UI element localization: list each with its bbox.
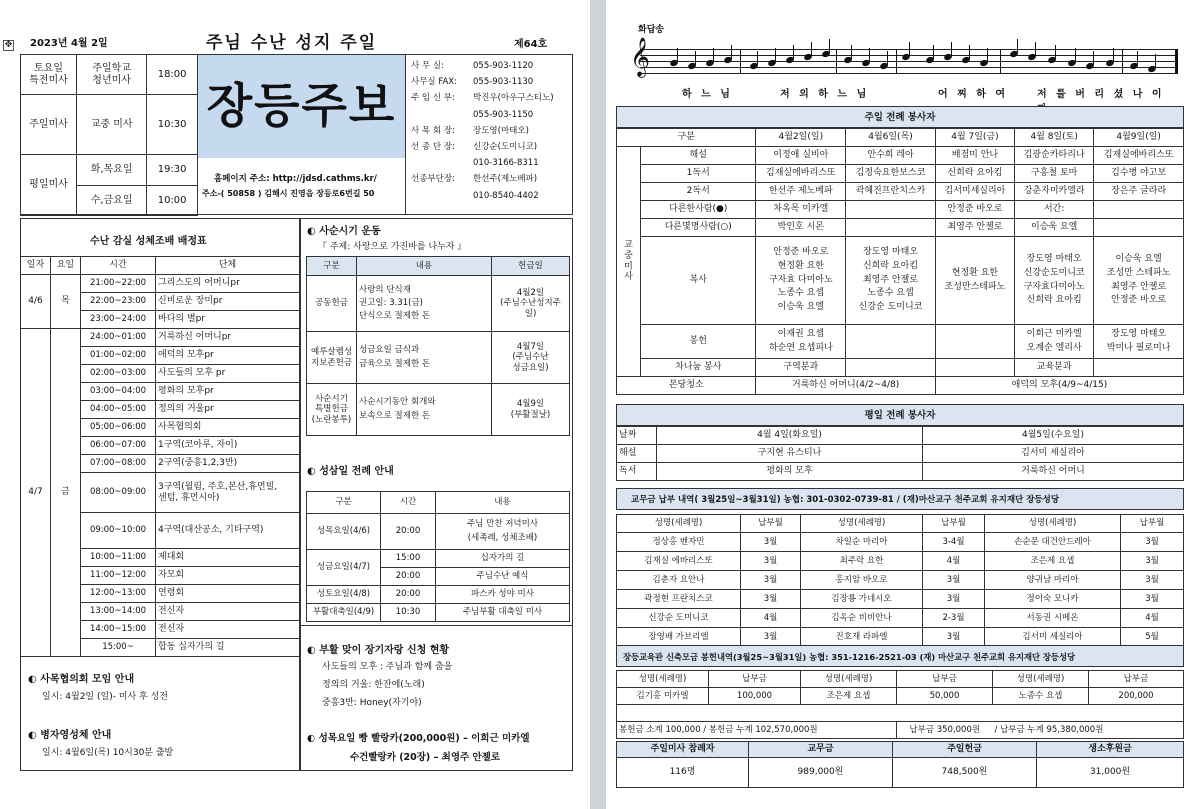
contact-line: 010-3166-8311	[473, 158, 539, 169]
note-stem	[1155, 54, 1156, 68]
homepage[interactable]: 홈페이지 주소: http://jdsd.cathms.kr/	[214, 174, 377, 184]
note-stem	[757, 51, 758, 65]
mass-name: 토요일 특전미사	[21, 55, 77, 95]
bar-line	[896, 49, 897, 74]
mass-schedule	[20, 54, 198, 216]
dues-table: 성명(세례명) 납부월 성명(세례명) 납부월 성명(세례명) 납부월 정상홍 벤자민 3월 차일순 마리아 3-4월 손순문 대건안드레아 3월 김재실 에바리스또 3월 최주락 요한 4월 조은제 요셉 3월 김춘자 요안나 3월 홍지암 바오로 3월 양귀남 마리아 3월 곽정현 프란치스코 3월 김장룡 가네시오 3월 정이숙 모니카 3월 신강순 도미니코 4월 김옥순 비비안나 2-3월 서동권 시메온 4월 장영배 가브리엘 3월 진호재 라파엘 3월 김서미 세실리아 5월	[616, 514, 1184, 647]
treble-clef-icon: 𝄞	[630, 37, 651, 77]
bulletin-title: 주님 수난 성지 주일	[206, 33, 378, 53]
bulletin-page-left	[0, 0, 590, 809]
mass-sub: 수,금요일	[77, 186, 147, 216]
bullet-icon: ◐	[307, 226, 320, 237]
bullet-icon: ◐	[307, 466, 320, 477]
note-stem	[987, 48, 988, 62]
mass-time: 19:30	[147, 155, 198, 186]
meeting-text: 일시: 4월2일 (일)- 미사 후 성전	[42, 692, 168, 702]
mass-sub: 화,목요일	[77, 155, 147, 186]
adoration-title: 수난 감실 성체조배 배정표	[90, 236, 207, 247]
note-stem	[951, 42, 952, 56]
adoration-table: 일자 요일 시간 단체 4/6 목 21:00~22:00 그리스도의 어머니pr 22:00~23:00 신비로운 장미pr 23:00~24:00 바다의 별pr 4/7 금 24:00~01:00 거룩하신 어머니pr 01:00~02:00 애덕의 모후pr 02:00~03:00 사도들의 모후 pr 03:00~04:00 평화의 모후pr 04:00~05:00 정의의 거울pr 05:00~06:00 사목협의회 06:00~07:00 1구역(코아루, 자이) 07:00~08:00 2구역(중흥1,2,3반) 08:00~09:00 3구역(월림, 주호,본산,휴먼빌, 센텀, 휴먼시아) 09:00~10:00 4구역(대산공소, 기타구역) 10:00~11:00 제대회 11:00~12:00 자모회 12:00~13:00 연령회 13:00~14:00 전신자 14:00~15:00 전신자 15:00~ 합동 십자가의 길	[20, 256, 300, 657]
bullet-icon: ◐	[307, 645, 320, 656]
building-fund-table: 성명(세례명) 납부금 성명(세례명) 납부금 성명(세례명) 납부금 김기홍 미카엘 100,000 조은제 요셉 50,000 노종수 요셉 200,000 봉헌금 소계 100,000 / 봉헌금 누계 102,570,000원 납부금 350,000원 / 납부금 누계 95,380,000원	[616, 670, 1184, 739]
note-stem	[933, 45, 934, 59]
note-stem	[1017, 39, 1018, 53]
issue-number: 제64호	[514, 39, 548, 50]
lent-table: 구분 내용 헌금일 공동헌금 사랑의 단식재 권고일: 3.31(금) 단식으로 절제한 돈 4월2일 (주님수난성지주 일) 예루살렘성 지보존헌금 성금요일 금식과 금육으로 절제한 돈 4월7일 (주님수난 성금요일) 사순시기 특별헌금 (노란봉투) 사순시기동안 회개와 보속으로 절제한 돈 4월9일 (부활절날)	[306, 256, 570, 436]
sunday-servers-table: 구분 4월2일(일) 4월6일(목) 4월 7일(금) 4월 8일(토) 4월9일(일) 교 중 미 사 해설 이정애 실비아 안수희 레아 배점미 안나 김광순카타리나 김재실에바리스또 1독서 김재실에바리스또 김정숙요한보스코 신희락 요아킴 구흥철 토마 김수병 야고보 2독서 한선주 제노베파 곽혜진프란치스카 김서미세실리아 강춘자미카엘라 장은주 글라라 다른한사람(●) 차옥목 미카엘 안정준 바오로 서간: 다른몇명사람(○) 박인호 시몬 최영주 안젤로 이승욱 요엘 복사 안정준 바오로 현정환 요한 구자효 다미아노 노종수 요셉 이승욱 요엘 장도영 마태오 신희락 요아킴 최영주 안젤로 노종수 요셉 신강순 도미니코 현정환 요한 조성만스테파노 장도영 마태오 신강순도미니코 구자효다미아노 신희락 요아킴 이승욱 요엘 조성만 스테파노 최영주 안젤로 안정준 바오로 봉헌 이재권 요셉 하순연 요셉피나 이희근 미카엘 오계순 엘리사 장도영 마태오 박미나 필로미나 차나눔 봉사 구역분과 교육분과 본당청소 거룩하신 어머니(4/2~4/8) 애덕의 모후(4/9~4/15)	[616, 128, 1184, 395]
mass-sub: 교중 미사	[77, 95, 147, 155]
contact-line: 주 임 신 부: 박진우(아우구스티노)	[411, 93, 554, 104]
towel-offering: 수건빨랑카 (20장) – 최영주 안젤로	[350, 752, 501, 763]
note-stem	[731, 45, 732, 59]
psalm-label: 화답송	[638, 25, 665, 35]
contact-line: 선종부단장: 한선주(제노베파)	[411, 174, 538, 185]
sick-title: ◐ 병자영성체 안내	[28, 730, 112, 741]
note-stem	[793, 45, 794, 59]
lent-title: ◐ 사순시기 운동	[307, 226, 381, 237]
note-stem	[1035, 42, 1036, 56]
note-stem	[969, 45, 970, 59]
lent-theme: 『 주제: 사랑으로 가진바를 나누자 』	[318, 242, 467, 252]
bar-line	[1000, 49, 1001, 74]
mass-time: 18:00	[147, 55, 198, 95]
note-stem	[1137, 51, 1138, 65]
move-handle-icon[interactable]: ✥	[4, 40, 13, 50]
note-stem	[909, 42, 910, 56]
dues-title: 교무금 납부 내역( 3월25일~3월31일) 농협: 301-0302-0739-81 / (재)마산교구 천주교회 유지재단 장등성당	[616, 488, 1184, 510]
weekday-servers-title: 평일 전례 봉사자	[616, 404, 1184, 426]
bread-offering: ◐ 성목요일 빵 빨랑카(200,000원) – 이희근 미카엘	[307, 733, 530, 744]
triduum-title: ◐ 성삼일 전례 안내	[307, 466, 394, 477]
mass-time: 10:30	[147, 95, 198, 155]
triduum-table: 구분 시간 내용 성목요일(4/6) 20:00 주님 만찬 저녁미사 (세족례, 성체조배) 성금요일(4/7) 15:00 십자가의 길 20:00 주님수난 예식 성토요일(4/8) 20:00 파스카 성야 미사 부활대축일(4/9) 10:30 주님부활 대축일 미사	[306, 491, 570, 622]
bullet-icon: ◐	[28, 730, 41, 741]
note-stem	[887, 51, 888, 65]
contact-line: 선 종 단 장: 신강순(도미니코)	[411, 142, 538, 153]
divider	[300, 625, 573, 626]
mass-name: 평일미사	[21, 155, 77, 216]
bulletin-logo: 장등주보	[206, 79, 397, 134]
end-bar	[1175, 49, 1178, 74]
bar-line	[1122, 49, 1123, 74]
note-stem	[695, 51, 696, 65]
note-stem	[811, 42, 812, 56]
mass-name: 주일미사	[21, 95, 77, 155]
contact-line: 사 무 실: 055-903-1120	[411, 61, 534, 71]
choir-list: 사도들의 모후 : 주님과 함께 춤을 정의의 거울: 한잔에(노래) 중흥3반: Honey(자기야)	[322, 662, 453, 708]
bar-line	[836, 49, 837, 74]
bullet-icon: ◐	[28, 674, 41, 685]
weekday-servers-table: 날짜 4월 4일(화요일) 4월5일(수요일) 해설 구지현 유스티나 김서미 세실리아 독서 평화의 모후 거룩하신 어머니	[616, 426, 1184, 481]
contact-line: 055-903-1150	[473, 109, 534, 120]
bar-line	[740, 49, 741, 74]
address: 주소-( 50858 ) 김해시 진영읍 장등로6번길 50	[202, 189, 375, 198]
note-stem	[1113, 48, 1114, 62]
music-staff	[630, 37, 1178, 77]
contact-line: 사 목 회 장: 장도영(마태오)	[411, 125, 529, 136]
bulletin-date: 2023년 4월 2일	[30, 38, 108, 49]
note-stem	[1093, 51, 1094, 65]
choir-title: ◐ 부활 맞이 장기자랑 신청 현황	[307, 645, 450, 656]
mass-sub: 주일학교 청년미사	[77, 55, 147, 95]
note-stem	[829, 39, 830, 53]
mass-time: 10:00	[147, 186, 198, 216]
note-stem	[677, 48, 678, 62]
contact-line: 010-8540-4402	[473, 190, 539, 201]
sick-text: 일시: 4월6일(목) 10시30분 출발	[42, 748, 174, 758]
note-stem	[851, 45, 852, 59]
note-stem	[869, 48, 870, 62]
contact-line: 사무실 FAX: 055-903-1130	[411, 77, 534, 88]
sunday-servers-title: 주일 전례 봉사자	[616, 106, 1184, 128]
totals-table: 주일미사 참례자 교무금 주일헌금 생소후원금 116명 989,000원 748,500원 31,000원	[616, 741, 1184, 788]
note-stem	[713, 48, 714, 62]
logo-area	[198, 55, 405, 158]
building-fund-title: 장등교육관 신축모금 봉헌내역(3월25~3월31일) 농협: 351-1216-2521-03 (재) 마산교구 천주교회 유지재단 장등성당	[616, 645, 1184, 667]
contacts	[405, 55, 573, 214]
note-stem	[775, 48, 776, 62]
bulletin-page-right: 화답송 𝄞 하 느 님 저 의 하 느 님 어 찌 하 여 저 를 버 리 셨 나 이 주일 전례 봉사자 구분 4월2일(일) 4월6일(목) 4월 7일(금) 4월 8일(토) 4월9일(일) 교 중 미 사 해설 이정애 실비아 안수희 레아 배점미 안나 김광순카타리나 김재실에바리스또 1독서 김재실에바리스또 김정숙요한보스코 신희락 요아킴 구흥철 토마 김수병 야고보 2독서 한선주 제노베파 곽혜진프란치스카 김서미세실리아 강춘자미카엘라 장은주 글라라 다른한사람(●) 차옥목 미카엘 안정준 바오로 서간: 다른몇명사람(○) 박인호 시몬 최영주 안젤로 이승욱 요엘 복사 안정준 바오로 현정환 요한 구자효 다미아노 노종수 요셉 이승욱 요엘 장도영 마태오 신희락 요아킴 최영주 안젤로 노종수 요셉 신강순 도미니코 현정환 요한 조성만스테파노 장도영 마태오 신강순도미니코 구자효다미아노 신희락 요아킴 이승욱 요엘 조성만 스테파노 최영주 안젤로 안정준 바오로 봉헌 이재권 요셉 하순연 요셉피나 이희근 미카엘 오계순 엘리사 장도영 마태오 박미나 필로미나 차나눔 봉사 구역분과 교육분과 본당청소 거룩하신 어머니(4/2~4/8) 애덕의 모후(4/9~4/15) 평일 전례 봉사자 날짜 4월 4일(화요일) 4월5일(수요일) 해설 구지현 유스티나 김서미 세실리아 독서 평화의 모후 거룩하신 어머니 교무금 납부 내역( 3월25일~3월31일) 농협: 301-0302-0739-81 / (재)마산교구 천주교회 유지재단 장등성당 성명(세례명) 납부월 성명(세례명) 납부월 성명(세례명) 납부월 정상홍 벤자민 3월 차일순 마리아 3-4월 손순문 대건안드레아 3월 김재실 에바리스또 3월 최주락 요한 4월 조은제 요셉 3월 김춘자 요안나 3월 홍지암 바오로 3월 양귀남 마리아 3월 곽정현 프란치스코 3월 김장룡 가네시오 3월 정이숙 모니카 3월 신강순 도미니코 4월 김옥순 비비안나 2-3월 서동권 시메온 4월 장영배 가브리엘 3월 진호재 라파엘 3월 김서미 세실리아 5월 장등교육관 신축모금 봉헌내역(3월25~3월31일) 농협: 351-1216-2521-03 (재) 마산교구 천주교회 유지재단 장등성당 성명(세례명) 납부금 성명(세례명) 납부금 성명(세례명) 납부금 김기홍 미카엘 100,000 조은제 요셉 50,000 노종수 요셉 200,000 봉헌금 소계 100,000 / 봉헌금 누계 102,570,000원 납부금 350,000원 / 납부금 누계 95,380,000원 주일미사 참례자 교무금 주일헌금 생소후원금 116명 989,000원 748,500원 31,000원	[606, 0, 1200, 809]
note-stem	[1075, 48, 1076, 62]
note-stem	[1055, 45, 1056, 59]
meeting-title: ◐ 사목협의회 모임 안내	[28, 674, 135, 685]
